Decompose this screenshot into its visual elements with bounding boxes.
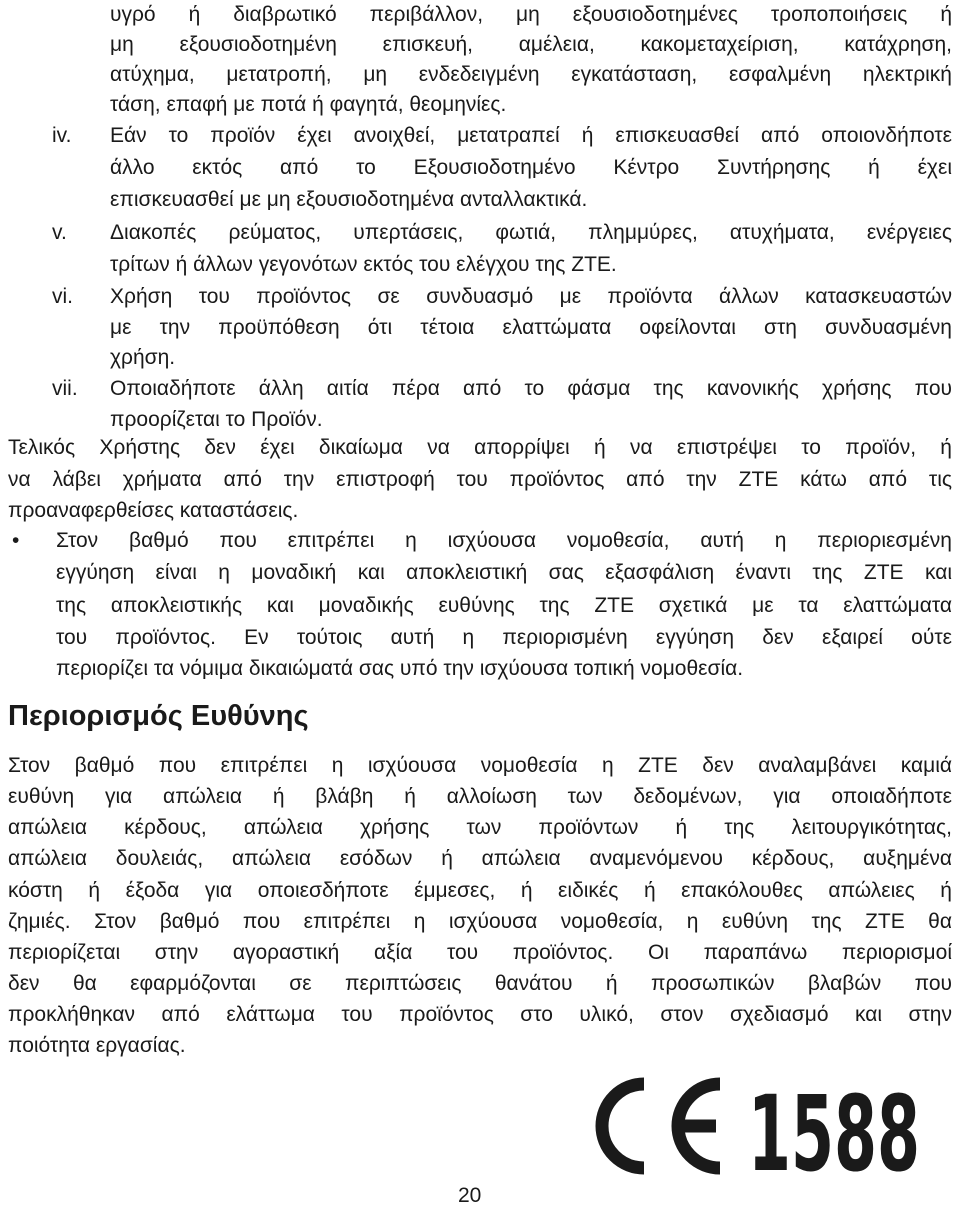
text-line: περιορίζει τα νόμιμα δικαιώματά σας υπό την ισχύουσα τοπική νομοθεσία. (56, 657, 744, 680)
text-line: τάση, επαφή με ποτά ή φαγητά, θεομηνίες. (110, 93, 507, 116)
ce-letter-c (602, 1084, 644, 1168)
text-line: ποιότητα εργασίας. (8, 1034, 186, 1057)
text-line: κόστη ή έξοδα για οποιεσδήποτε έμμεσες, ή ειδικές ή επακόλουθες απώλειες ή (8, 879, 952, 902)
text-line: προορίζεται το Προϊόν. (110, 408, 323, 431)
text-line: Χρήση του προϊόντος σε συνδυασμό με προϊόντα άλλων κατασκευαστών (110, 285, 952, 308)
text-line: δεν θα εφαρμόζονται σε περιπτώσεις θανάτου ή προσωπικών βλαβών που (8, 972, 952, 995)
text-line: χρήση. (110, 346, 176, 369)
text-line: Στον βαθμό που επιτρέπει η ισχύουσα νομοθεσία, αυτή η περιοριεσμένη (56, 529, 952, 552)
text-line: υγρό ή διαβρωτικό περιβάλλον, μη εξουσιοδοτημένες τροποποιήσεις ή (110, 3, 952, 26)
text-line: με την προϋπόθεση ότι τέτοια ελαττώματα οφείλονται στη συνδυασμένη (110, 316, 952, 339)
text-line: Τελικός Χρήστης δεν έχει δικαίωμα να απορρίψει ή να επιστρέψει το προϊόν, ή (8, 436, 952, 459)
text-line: τρίτων ή άλλων γεγονότων εκτός του ελέγχου της ZTE. (110, 253, 617, 276)
text-line: άλλο εκτός από το Εξουσιοδοτημένο Κέντρο Συντήρησης ή έχει (110, 156, 952, 179)
text-line: Στον βαθμό που επιτρέπει η ισχύουσα νομοθεσία η ZTE δεν αναλαμβάνει καμιά (8, 754, 952, 777)
text-line: απώλεια δουλειάς, απώλεια εσόδων ή απώλεια αναμενόμενου κέρδους, αυξημένα (8, 847, 952, 870)
list-number: iv. (52, 124, 72, 147)
text-line: της αποκλειστικής και μοναδικής ευθύνης της ZTE σχετικά με τα ελαττώματα (56, 594, 952, 617)
text-line: επισκευασθεί με μη εξουσιοδοτημένα ανταλλακτικά. (110, 188, 588, 211)
text-line: προκλήθηκαν από ελάττωμα του προϊόντος στο υλικό, στον σχεδιασμό και στην (8, 1003, 952, 1026)
ce-mark-logo (588, 1066, 928, 1186)
text-line: να λάβει χρήματα από την επιστροφή του προϊόντος από την ZTE κάτω από τις (8, 468, 952, 491)
text-line: περιορίζεται στην αγοραστική αξία του προϊόντος. Οι παραπάνω περιορισμοί (8, 941, 952, 964)
text-line: ζημιές. Στον βαθμό που επιτρέπει η ισχύουσα νομοθεσία, η ευθύνη της ZTE θα (8, 910, 952, 933)
text-line: απώλεια κέρδους, απώλεια χρήσης των προϊόντων ή της λειτουργικότητας, (8, 816, 952, 839)
section-heading: Περιορισμός Ευθύνης (8, 700, 309, 732)
text-line: προαναφερθείσες καταστάσεις. (8, 499, 299, 522)
text-line: ατύχημα, μετατροπή, μη ενδεδειγμένη εγκατάσταση, εσφαλμένη ηλεκτρική (110, 63, 952, 86)
text-line: Εάν το προϊόν έχει ανοιχθεί, μετατραπεί ή επισκευασθεί από οποιονδήποτε (110, 124, 952, 147)
text-line: Διακοπές ρεύματος, υπερτάσεις, φωτιά, πλημμύρες, ατυχήματα, ενέργειες (110, 221, 952, 244)
text-line: Οποιαδήποτε άλλη αιτία πέρα από το φάσμα της κανονικής χρήσης που (110, 377, 952, 400)
text-line: μη εξουσιοδοτημένη επισκευή, αμέλεια, κακομεταχείριση, κατάχρηση, (110, 33, 952, 56)
bullet-symbol: • (12, 529, 20, 552)
text-line: του προϊόντος. Εν τούτοις αυτή η περιορισμένη εγγύηση δεν εξαιρεί ούτε (56, 626, 952, 649)
page-number: 20 (458, 1184, 482, 1207)
list-number: vii. (52, 377, 78, 400)
list-number: v. (52, 221, 67, 244)
list-number: vi. (52, 285, 73, 308)
text-line: ευθύνη για απώλεια ή βλάβη ή αλλοίωση των δεδομένων, για οποιαδήποτε (8, 785, 952, 808)
text-line: εγγύηση είναι η μοναδική και αποκλειστική σας εξασφάλιση έναντι της ZTE και (56, 561, 952, 584)
ce-notified-body-number: 1588 (748, 1073, 920, 1186)
